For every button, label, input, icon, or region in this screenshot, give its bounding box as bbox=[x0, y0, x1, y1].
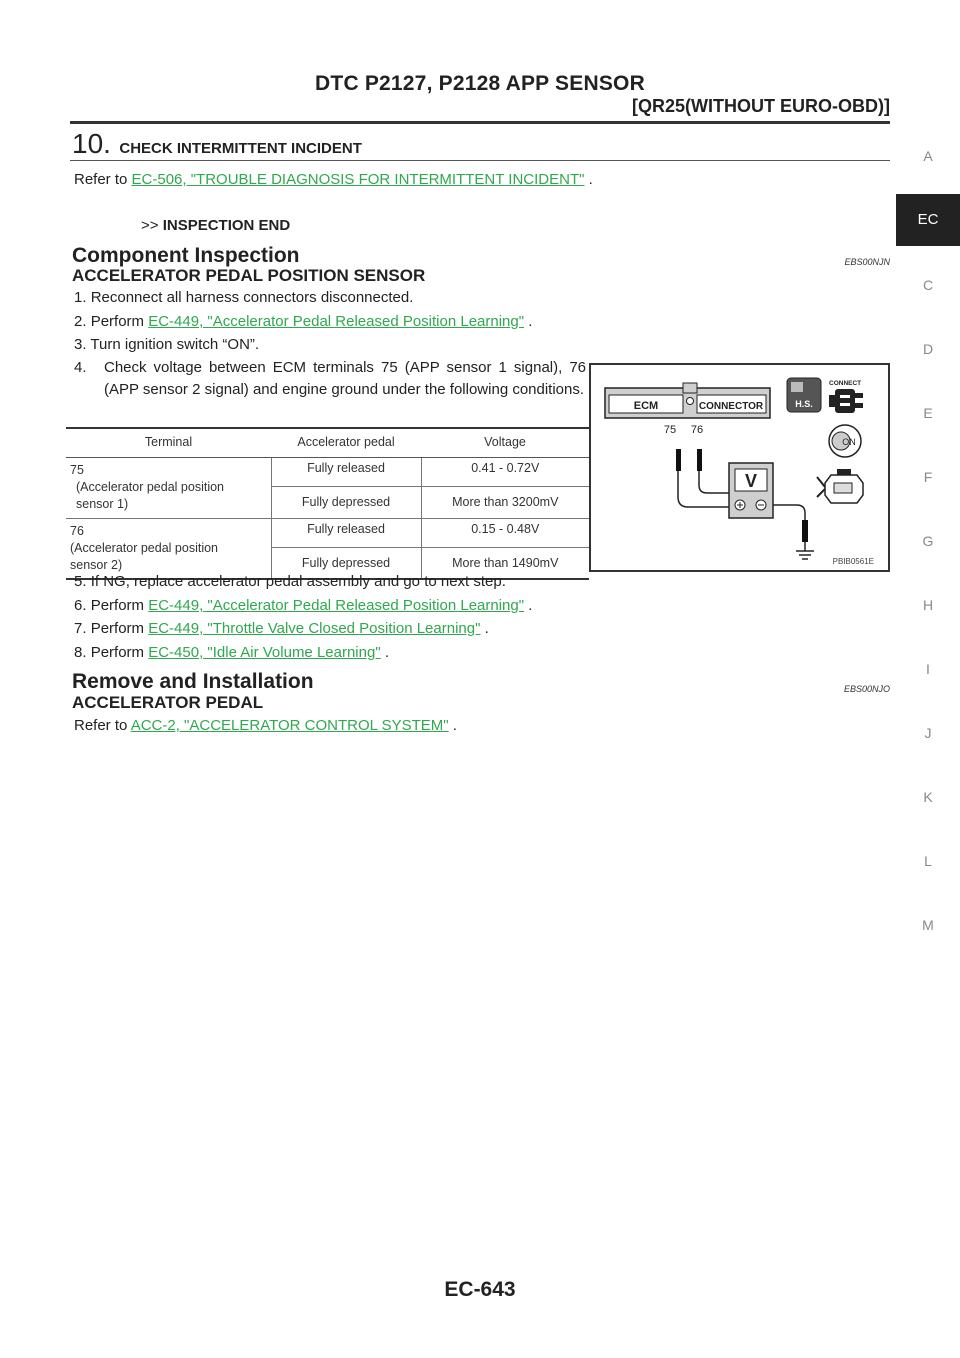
voltage-cell: More than 3200mV bbox=[421, 486, 589, 518]
section-tab-c[interactable]: C bbox=[922, 277, 934, 293]
step-suffix: . bbox=[380, 644, 389, 661]
inspection-step-6 bbox=[74, 597, 532, 614]
section-tab-f[interactable]: F bbox=[923, 469, 933, 485]
step-refer bbox=[74, 171, 593, 188]
step-num: 5. bbox=[74, 573, 87, 590]
voltage-cell: More than 1490mV bbox=[421, 547, 589, 579]
step-label: CHECK INTERMITTENT INCIDENT bbox=[119, 140, 362, 157]
terminal-number: 76 bbox=[70, 523, 84, 538]
step-num: 7. bbox=[74, 620, 87, 637]
section-tab-d[interactable]: D bbox=[922, 341, 934, 357]
step-heading bbox=[72, 128, 362, 160]
result-arrow: >> bbox=[141, 217, 159, 234]
probe-76 bbox=[697, 449, 702, 471]
step-text: If NG, replace accelerator pedal assembly and go to next step. bbox=[90, 573, 506, 590]
step-text: Turn ignition switch “ON”. bbox=[90, 336, 260, 353]
connector-lock-circle bbox=[687, 398, 694, 405]
col-terminal: Terminal bbox=[66, 428, 271, 457]
col-pedal: Accelerator pedal bbox=[271, 428, 421, 457]
step-text: Check voltage between ECM terminals 75 (APP sensor 1 signal), 76 (APP sensor 2 signal) and engine ground under the following conditions. bbox=[104, 359, 586, 398]
section-tab-h[interactable]: H bbox=[922, 597, 934, 613]
remove-install-title: Remove and Installation bbox=[72, 670, 314, 693]
header-rule bbox=[70, 121, 890, 124]
hs-label: H.S. bbox=[795, 399, 813, 409]
step-suffix: . bbox=[524, 597, 533, 614]
inspection-step-5 bbox=[74, 573, 506, 590]
intermittent-incident-link[interactable]: EC-506, "TROUBLE DIAGNOSIS FOR INTERMITTENT INCIDENT" bbox=[131, 171, 585, 188]
voltmeter-label: V bbox=[744, 471, 758, 491]
section-tab-ec[interactable]: EC bbox=[896, 194, 960, 246]
component-inspection-title: Component Inspection bbox=[72, 244, 300, 267]
section-index-sidebar bbox=[896, 0, 960, 1358]
step-num: 3. bbox=[74, 336, 87, 353]
col-voltage: Voltage bbox=[421, 428, 589, 457]
refer-suffix: . bbox=[448, 717, 457, 734]
table-row bbox=[66, 518, 589, 547]
pedal-cell: Fully depressed bbox=[271, 486, 421, 518]
step-num: 8. bbox=[74, 644, 87, 661]
step-suffix: . bbox=[480, 620, 489, 637]
step-prefix: Perform bbox=[90, 313, 149, 330]
ecm-label: ECM bbox=[633, 400, 659, 412]
inspection-step-8 bbox=[74, 644, 389, 661]
voltage-cell: 0.41 - 0.72V bbox=[421, 457, 589, 486]
section-tab-a[interactable]: A bbox=[923, 148, 933, 164]
step-text: Reconnect all harness connectors disconnected. bbox=[90, 289, 414, 306]
pedal-cell: Fully depressed bbox=[271, 547, 421, 579]
throttle-valve-learning-link[interactable]: EC-449, "Throttle Valve Closed Position Learning" bbox=[148, 620, 481, 637]
terminal-cell bbox=[66, 457, 271, 518]
terminal-number: 75 bbox=[70, 462, 84, 477]
hs-icon bbox=[787, 378, 821, 412]
refer-prefix: Refer to bbox=[74, 171, 132, 188]
ground-probe bbox=[802, 520, 808, 542]
section-tab-k[interactable]: K bbox=[923, 789, 933, 805]
connector-label: CONNECTOR bbox=[698, 401, 764, 412]
probe-75 bbox=[676, 449, 681, 471]
inspection-step-3 bbox=[74, 336, 259, 353]
wire-76 bbox=[699, 471, 729, 493]
step-prefix: Perform bbox=[90, 620, 149, 637]
inspection-step-1 bbox=[74, 289, 413, 306]
step-num: 6. bbox=[74, 597, 87, 614]
idle-air-volume-learning-link[interactable]: EC-450, "Idle Air Volume Learning" bbox=[148, 644, 381, 661]
terminal-75-label: 75 bbox=[663, 424, 677, 436]
released-position-learning-link-2[interactable]: EC-449, "Accelerator Pedal Released Position Learning" bbox=[148, 597, 525, 614]
section-tab-i[interactable]: I bbox=[926, 661, 930, 677]
terminal-desc: (Accelerator pedal position sensor 2) bbox=[70, 540, 218, 572]
component-inspection-subtitle: ACCELERATOR PEDAL POSITION SENSOR bbox=[72, 266, 426, 285]
refer-prefix: Refer to bbox=[74, 717, 131, 734]
voltage-cell: 0.15 - 0.48V bbox=[421, 518, 589, 547]
table-header-row bbox=[66, 428, 589, 457]
wire-75 bbox=[678, 471, 729, 507]
section-tab-l[interactable]: L bbox=[924, 853, 932, 869]
terminal-76-label: 76 bbox=[690, 424, 704, 436]
step-num: 2. bbox=[74, 313, 87, 330]
refer-suffix: . bbox=[584, 171, 593, 188]
section-tab-m[interactable]: M bbox=[922, 917, 934, 933]
page-title: DTC P2127, P2128 APP SENSOR bbox=[315, 72, 645, 95]
terminal-cell bbox=[66, 518, 271, 579]
terminal-desc: (Accelerator pedal position sensor 1) bbox=[76, 479, 224, 511]
step-suffix: . bbox=[524, 313, 533, 330]
connect-icon bbox=[829, 380, 863, 413]
component-inspection-code: EBS00NJN bbox=[844, 257, 890, 267]
connector-latch bbox=[683, 383, 697, 393]
remove-install-code: EBS00NJO bbox=[843, 684, 890, 694]
page-number: EC-643 bbox=[444, 1278, 516, 1301]
ignition-on-icon bbox=[829, 425, 861, 457]
inspection-step-4 bbox=[74, 357, 586, 398]
section-tab-e[interactable]: E bbox=[923, 405, 933, 421]
step-number: 10. bbox=[72, 128, 111, 159]
inspection-step-7 bbox=[74, 620, 489, 637]
remove-install-refer bbox=[74, 717, 457, 734]
on-label: ON bbox=[842, 437, 856, 447]
pedal-cell: Fully released bbox=[271, 457, 421, 486]
step-num: 1. bbox=[74, 289, 87, 306]
table-row bbox=[66, 457, 589, 486]
result-text: INSPECTION END bbox=[162, 217, 291, 234]
ground-wire bbox=[771, 505, 805, 520]
remove-install-subtitle: ACCELERATOR PEDAL bbox=[72, 693, 264, 712]
wiring-diagram bbox=[591, 365, 888, 570]
released-position-learning-link[interactable]: EC-449, "Accelerator Pedal Released Position Learning" bbox=[148, 313, 525, 330]
voltage-spec-table bbox=[66, 427, 589, 580]
accelerator-control-system-link[interactable]: ACC-2, "ACCELERATOR CONTROL SYSTEM" bbox=[130, 717, 449, 734]
section-tab-j[interactable]: J bbox=[924, 725, 932, 741]
step-prefix: Perform bbox=[90, 644, 149, 661]
step-result bbox=[141, 217, 290, 234]
pedal-cell: Fully released bbox=[271, 518, 421, 547]
section-tab-g[interactable]: G bbox=[922, 533, 934, 549]
connect-label: CONNECT bbox=[829, 380, 862, 387]
figure-code: PBIB0561E bbox=[832, 557, 874, 566]
step-prefix: Perform bbox=[90, 597, 149, 614]
inspection-step-2 bbox=[74, 313, 532, 330]
step-num: 4. bbox=[74, 359, 87, 376]
engine-icon bbox=[817, 469, 863, 503]
ecm-voltage-check-figure bbox=[589, 363, 890, 572]
page-subtitle: [QR25(WITHOUT EURO-OBD)] bbox=[632, 96, 890, 116]
step-rule bbox=[70, 160, 890, 161]
